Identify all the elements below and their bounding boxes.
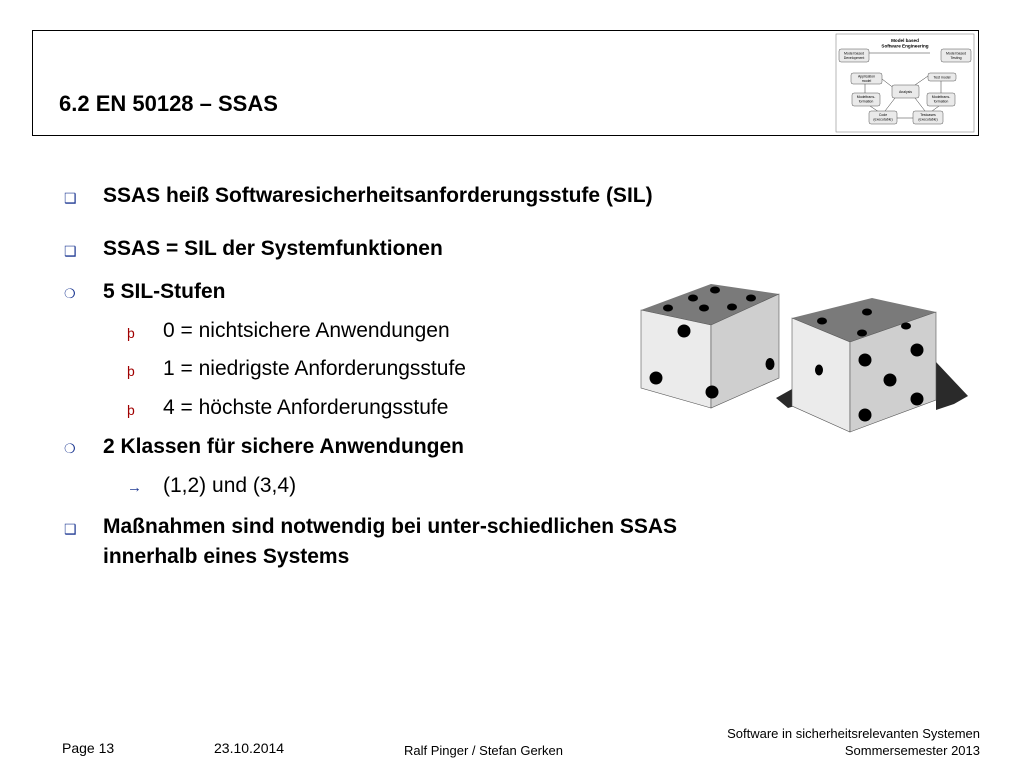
- bullet-square-icon: ❑: [64, 190, 77, 206]
- sub-bullet-icon: þ: [127, 325, 135, 341]
- svg-text:Modeltrans-: Modeltrans-: [931, 95, 951, 99]
- svg-text:Development: Development: [843, 56, 865, 60]
- svg-text:(executable): (executable): [873, 117, 893, 122]
- sub-bullet-icon: þ: [127, 402, 135, 418]
- svg-text:Test model: Test model: [933, 75, 951, 80]
- bullet-text: 5 SIL-Stufen: [103, 280, 226, 303]
- svg-text:Testing: Testing: [950, 56, 962, 60]
- bullet-text: SSAS = SIL der Systemfunktionen: [103, 237, 443, 260]
- footer-page-number: Page 13: [62, 740, 115, 756]
- dice-illustration: [636, 270, 978, 438]
- sub-bullet-text: 0 = nichtsichere Anwendungen: [163, 319, 450, 342]
- footer-semester: Sommersemester 2013: [844, 743, 980, 758]
- svg-text:Testcases: Testcases: [920, 113, 936, 117]
- svg-text:formation: formation: [933, 99, 949, 104]
- bullet-circle-icon: ❍: [64, 286, 76, 301]
- sub-bullet-text: 1 = niedrigste Anforderungsstufe: [163, 357, 466, 380]
- bullet-circle-icon: ❍: [64, 441, 76, 456]
- svg-text:formation: formation: [858, 99, 874, 104]
- bullet-text: SSAS heiß Softwaresicherheitsanforderungsstufe (SIL): [103, 184, 653, 207]
- arrow-right-icon: →: [127, 479, 142, 496]
- mbse-diagram-logo: [835, 33, 975, 133]
- svg-text:(executable): (executable): [918, 117, 938, 122]
- bullet-square-icon: ❑: [64, 521, 77, 537]
- footer-course-title: Software in sicherheitsrelevanten Systemen: [727, 726, 980, 741]
- die-1-front: [641, 310, 711, 408]
- logo-heading-2: Software Engineering: [881, 43, 929, 49]
- logo-heading-1: Model based: [891, 38, 919, 43]
- header-box: [32, 30, 979, 136]
- bullet-text: 2 Klassen für sichere Anwendungen: [103, 435, 464, 458]
- svg-text:Analysis: Analysis: [898, 90, 913, 94]
- sub-bullet-icon: þ: [127, 363, 135, 379]
- svg-text:Application: Application: [857, 74, 876, 79]
- sub-bullet-text: 4 = höchste Anforderungsstufe: [163, 396, 449, 419]
- bullet-square-icon: ❑: [64, 243, 77, 259]
- sub-bullet-text: (1,2) und (3,4): [163, 474, 297, 497]
- svg-text:model: model: [861, 79, 872, 83]
- svg-text:Model based: Model based: [843, 51, 865, 56]
- svg-text:Modeltrans-: Modeltrans-: [856, 95, 876, 99]
- footer-date: 23.10.2014: [214, 740, 285, 756]
- svg-text:Code: Code: [878, 113, 888, 117]
- svg-text:Model based: Model based: [945, 51, 967, 56]
- bullet-text: Maßnahmen sind notwendig bei unter-schiedlichen SSAS: [103, 515, 678, 538]
- bullet-text-continued: innerhalb eines Systems: [103, 545, 350, 568]
- footer-authors: Ralf Pinger / Stefan Gerken: [404, 743, 563, 758]
- page-title: 6.2 EN 50128 – SSAS: [59, 91, 278, 116]
